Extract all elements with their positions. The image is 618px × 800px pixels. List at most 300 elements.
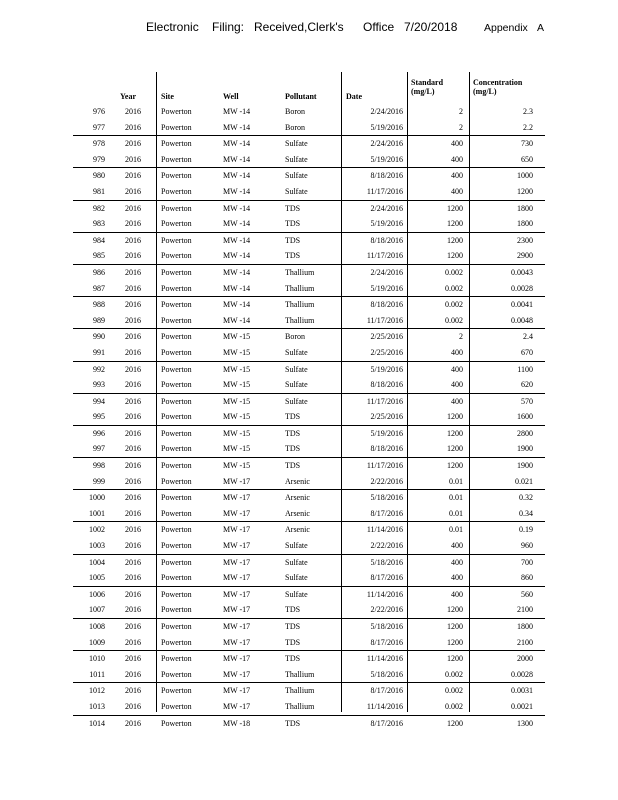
well-cell: MW -17: [223, 541, 251, 551]
well-cell: MW -17: [223, 589, 251, 599]
table-row: [73, 441, 545, 457]
well-cell: MW -15: [223, 396, 251, 406]
row-number-cell: 978: [93, 139, 105, 149]
row-number-cell: 1012: [89, 686, 105, 696]
date-cell: 5/19/2016: [370, 428, 403, 438]
column-header-pollutant: Pollutant: [285, 92, 317, 101]
row-number-cell: 1013: [89, 701, 105, 711]
site-cell: Powerton: [161, 300, 192, 310]
table-row: [73, 506, 545, 522]
standard-cell: 1200: [447, 203, 463, 213]
pollutant-cell: Thallium: [285, 686, 315, 696]
concentration-cell: 0.0043: [511, 267, 533, 277]
site-cell: Powerton: [161, 139, 192, 149]
pollutant-cell: Thallium: [285, 267, 315, 277]
date-cell: 2/24/2016: [370, 203, 403, 213]
standard-cell: 1200: [447, 461, 463, 471]
well-cell: MW -14: [223, 186, 251, 196]
site-cell: Powerton: [161, 267, 192, 277]
pollutant-cell: Thallium: [285, 669, 315, 679]
date-cell: 8/17/2016: [370, 508, 403, 518]
pollutant-cell: Boron: [285, 332, 305, 342]
standard-cell: 400: [451, 154, 463, 164]
row-number-cell: 1009: [89, 637, 105, 647]
well-cell: MW -17: [223, 573, 251, 583]
row-number-cell: 997: [93, 444, 105, 454]
date-cell: 8/18/2016: [370, 444, 403, 454]
concentration-cell: 0.021: [515, 476, 533, 486]
concentration-cell: 1800: [517, 203, 533, 213]
standard-cell: 2: [459, 122, 463, 132]
well-cell: MW -14: [223, 267, 251, 277]
standard-cell: 1200: [447, 412, 463, 422]
date-cell: 2/24/2016: [370, 267, 403, 277]
year-cell: 2016: [125, 380, 141, 390]
well-cell: MW -14: [223, 235, 251, 245]
site-cell: Powerton: [161, 444, 192, 454]
site-cell: Powerton: [161, 315, 192, 325]
table-row: [73, 538, 545, 554]
row-number-cell: 993: [93, 380, 105, 390]
row-number-cell: 984: [93, 235, 105, 245]
table-row: [73, 635, 545, 651]
pollutant-cell: Arsenic: [285, 508, 310, 518]
site-cell: Powerton: [161, 525, 192, 535]
site-cell: Powerton: [161, 622, 192, 631]
concentration-cell: 0.34: [519, 508, 533, 518]
pollutant-cell: TDS: [285, 718, 301, 728]
year-cell: 2016: [125, 476, 141, 486]
table-row: [73, 393, 545, 410]
standard-cell: 0.01: [449, 508, 463, 518]
year-cell: 2016: [125, 701, 141, 711]
concentration-cell: 0.32: [519, 493, 533, 503]
pollutant-cell: Arsenic: [285, 493, 310, 503]
year-cell: 2016: [125, 686, 141, 696]
pollutant-cell: Sulfate: [285, 557, 308, 567]
pollutant-cell: Thallium: [285, 315, 315, 325]
standard-cell: 1200: [447, 251, 463, 261]
table-row: [73, 120, 545, 136]
column-header-year: Year: [120, 92, 136, 101]
table-row: [73, 216, 545, 232]
header-appendix: Appendix: [484, 22, 528, 34]
date-cell: 5/19/2016: [370, 122, 403, 132]
year-cell: 2016: [125, 300, 141, 310]
site-cell: Powerton: [161, 461, 192, 471]
site-cell: Powerton: [161, 332, 192, 342]
pollutant-cell: TDS: [285, 461, 301, 471]
row-number-cell: 1005: [89, 573, 105, 583]
site-cell: Powerton: [161, 573, 192, 583]
standard-cell: 0.002: [445, 701, 463, 711]
well-cell: MW -18: [223, 718, 251, 728]
standard-cell: 1200: [447, 622, 463, 631]
year-cell: 2016: [125, 203, 141, 213]
date-cell: 11/17/2016: [366, 251, 403, 261]
table-row: [73, 586, 545, 603]
table-row: [73, 184, 545, 200]
standard-cell: 400: [451, 380, 463, 390]
row-number-cell: 980: [93, 171, 105, 181]
concentration-cell: 570: [521, 396, 533, 406]
year-cell: 2016: [125, 718, 141, 728]
concentration-cell: 1600: [517, 412, 533, 422]
row-number-cell: 1007: [89, 605, 105, 615]
standard-cell: 1200: [447, 654, 463, 664]
site-cell: Powerton: [161, 396, 192, 406]
table-row: [73, 457, 545, 474]
standard-cell: 0.002: [445, 686, 463, 696]
site-cell: Powerton: [161, 380, 192, 390]
standard-cell: 0.002: [445, 300, 463, 310]
row-number-cell: 1000: [89, 493, 105, 503]
year-cell: 2016: [125, 235, 141, 245]
standard-cell: 0.002: [445, 283, 463, 293]
standard-header-line2: (mg/L): [411, 87, 435, 96]
site-cell: Powerton: [161, 347, 192, 357]
site-cell: Powerton: [161, 508, 192, 518]
site-cell: Powerton: [161, 718, 192, 728]
table-row: [73, 489, 545, 506]
pollutant-cell: TDS: [285, 637, 301, 647]
row-number-cell: 1011: [89, 669, 105, 679]
table-row: [73, 425, 545, 442]
column-header-concentration: [473, 78, 522, 96]
pollutant-cell: TDS: [285, 412, 301, 422]
table-row: [73, 281, 545, 297]
year-cell: 2016: [125, 315, 141, 325]
table-row: [73, 618, 545, 635]
well-cell: MW -17: [223, 701, 251, 711]
well-cell: MW -15: [223, 412, 251, 422]
well-cell: MW -14: [223, 107, 251, 116]
date-cell: 8/17/2016: [370, 573, 403, 583]
date-cell: 8/18/2016: [370, 300, 403, 310]
header-electronic: Electronic: [146, 20, 199, 34]
pollutant-cell: TDS: [285, 203, 301, 213]
site-cell: Powerton: [161, 428, 192, 438]
well-cell: MW -17: [223, 508, 251, 518]
well-cell: MW -14: [223, 219, 251, 229]
year-cell: 2016: [125, 589, 141, 599]
header-office: Office: [363, 20, 395, 34]
concentration-cell: 2000: [517, 654, 533, 664]
date-cell: 8/17/2016: [370, 637, 403, 647]
well-cell: MW -15: [223, 364, 251, 374]
concentration-cell: 2100: [517, 637, 533, 647]
table-row: [73, 232, 545, 249]
standard-cell: 400: [451, 186, 463, 196]
well-cell: MW -14: [223, 283, 251, 293]
table-row: [73, 377, 545, 393]
standard-header-line1: Standard: [411, 78, 444, 87]
row-number-cell: 1003: [89, 541, 105, 551]
year-cell: 2016: [125, 637, 141, 647]
well-cell: MW -17: [223, 476, 251, 486]
pollutant-cell: Arsenic: [285, 525, 310, 535]
table-row: [73, 328, 545, 345]
date-cell: 5/18/2016: [370, 493, 403, 503]
site-cell: Powerton: [161, 637, 192, 647]
table-row: [73, 570, 545, 586]
row-number-cell: 1010: [89, 654, 105, 664]
row-number-cell: 989: [93, 315, 105, 325]
pollutant-cell: Thallium: [285, 701, 315, 711]
date-cell: 11/14/2016: [366, 654, 403, 664]
row-number-cell: 1014: [89, 718, 105, 728]
date-cell: 2/22/2016: [370, 476, 403, 486]
row-number-cell: 999: [93, 476, 105, 486]
row-number-cell: 981: [93, 186, 105, 196]
year-cell: 2016: [125, 396, 141, 406]
site-cell: Powerton: [161, 171, 192, 181]
table-row: [73, 200, 545, 217]
row-number-cell: 998: [93, 461, 105, 471]
well-cell: MW -14: [223, 203, 251, 213]
standard-cell: 0.002: [445, 315, 463, 325]
well-cell: MW -14: [223, 251, 251, 261]
row-number-cell: 1001: [89, 508, 105, 518]
row-number-cell: 986: [93, 267, 105, 277]
site-cell: Powerton: [161, 186, 192, 196]
year-cell: 2016: [125, 557, 141, 567]
year-cell: 2016: [125, 364, 141, 374]
year-cell: 2016: [125, 332, 141, 342]
site-cell: Powerton: [161, 203, 192, 213]
row-number-cell: 1006: [89, 589, 105, 599]
table-row: [73, 248, 545, 264]
year-cell: 2016: [125, 219, 141, 229]
site-cell: Powerton: [161, 219, 192, 229]
standard-cell: 0.01: [449, 476, 463, 486]
concentration-cell: 1100: [517, 364, 533, 374]
concentration-cell: 1300: [517, 718, 533, 728]
well-cell: MW -14: [223, 171, 251, 181]
concentration-cell: 0.0028: [511, 669, 533, 679]
year-cell: 2016: [125, 267, 141, 277]
standard-cell: 1200: [447, 637, 463, 647]
concentration-cell: 1900: [517, 444, 533, 454]
row-number-cell: 991: [93, 347, 105, 357]
pollutant-cell: Sulfate: [285, 380, 308, 390]
date-cell: 5/19/2016: [370, 364, 403, 374]
site-cell: Powerton: [161, 476, 192, 486]
table-row: [73, 521, 545, 538]
table-row: [73, 264, 545, 281]
date-cell: 11/14/2016: [366, 701, 403, 711]
standard-cell: 400: [451, 139, 463, 149]
table-row: [73, 361, 545, 378]
header-date: 7/20/2018: [404, 20, 458, 34]
site-cell: Powerton: [161, 669, 192, 679]
site-cell: Powerton: [161, 541, 192, 551]
table-row: [73, 715, 545, 732]
row-number-cell: 994: [93, 396, 105, 406]
row-number-cell: 988: [93, 300, 105, 310]
row-number-cell: 990: [93, 332, 105, 342]
table-row: [73, 650, 545, 667]
well-cell: MW -15: [223, 428, 251, 438]
row-number-cell: 1008: [89, 622, 105, 631]
date-cell: 11/17/2016: [366, 315, 403, 325]
concentration-header-line2: (mg/L): [473, 87, 497, 96]
date-cell: 11/17/2016: [366, 186, 403, 196]
table-row: [73, 135, 545, 152]
well-cell: MW -14: [223, 122, 251, 132]
date-cell: 5/19/2016: [370, 283, 403, 293]
pollutant-cell: Sulfate: [285, 589, 308, 599]
table-row: [73, 699, 545, 715]
pollutant-cell: TDS: [285, 235, 301, 245]
standard-cell: 400: [451, 347, 463, 357]
concentration-cell: 2.3: [523, 107, 533, 116]
concentration-cell: 1800: [517, 219, 533, 229]
column-header-date: Date: [346, 92, 362, 101]
pollutant-cell: Sulfate: [285, 573, 308, 583]
concentration-cell: 0.0048: [511, 315, 533, 325]
well-cell: MW -17: [223, 493, 251, 503]
row-number-cell: 976: [93, 107, 105, 116]
date-cell: 2/24/2016: [370, 107, 403, 116]
site-cell: Powerton: [161, 364, 192, 374]
date-cell: 8/18/2016: [370, 380, 403, 390]
concentration-cell: 2.2: [523, 122, 533, 132]
well-cell: MW -14: [223, 139, 251, 149]
concentration-cell: 620: [521, 380, 533, 390]
standard-cell: 1200: [447, 219, 463, 229]
pollutant-cell: TDS: [285, 605, 301, 615]
well-cell: MW -17: [223, 605, 251, 615]
well-cell: MW -17: [223, 686, 251, 696]
standard-cell: 400: [451, 573, 463, 583]
concentration-cell: 860: [521, 573, 533, 583]
well-cell: MW -14: [223, 154, 251, 164]
date-cell: 5/19/2016: [370, 154, 403, 164]
table-row: [73, 554, 545, 571]
concentration-cell: 2100: [517, 605, 533, 615]
concentration-cell: 0.0021: [511, 701, 533, 711]
concentration-cell: 1000: [517, 171, 533, 181]
concentration-cell: 2.4: [523, 332, 533, 342]
table-row: [73, 313, 545, 329]
table-body: [73, 104, 545, 731]
row-number-cell: 982: [93, 203, 105, 213]
pollutant-cell: Sulfate: [285, 396, 308, 406]
site-cell: Powerton: [161, 235, 192, 245]
filing-header: [0, 20, 618, 40]
standard-cell: 400: [451, 364, 463, 374]
year-cell: 2016: [125, 428, 141, 438]
date-cell: 11/14/2016: [366, 589, 403, 599]
year-cell: 2016: [125, 622, 141, 631]
concentration-cell: 1900: [517, 461, 533, 471]
table-row: [73, 682, 545, 699]
year-cell: 2016: [125, 171, 141, 181]
date-cell: 5/18/2016: [370, 557, 403, 567]
header-filing: Filing:: [212, 20, 245, 34]
data-table: [73, 72, 545, 728]
standard-cell: 400: [451, 541, 463, 551]
pollutant-cell: TDS: [285, 428, 301, 438]
date-cell: 11/14/2016: [366, 525, 403, 535]
well-cell: MW -15: [223, 332, 251, 342]
site-cell: Powerton: [161, 493, 192, 503]
date-cell: 2/22/2016: [370, 605, 403, 615]
year-cell: 2016: [125, 251, 141, 261]
year-cell: 2016: [125, 508, 141, 518]
year-cell: 2016: [125, 493, 141, 503]
header-appendix-letter: A: [537, 22, 545, 34]
site-cell: Powerton: [161, 701, 192, 711]
year-cell: 2016: [125, 122, 141, 132]
year-cell: 2016: [125, 139, 141, 149]
standard-cell: 1200: [447, 444, 463, 454]
year-cell: 2016: [125, 444, 141, 454]
concentration-cell: 2300: [517, 235, 533, 245]
column-header-well: Well: [223, 92, 239, 101]
site-cell: Powerton: [161, 589, 192, 599]
column-header-site: Site: [161, 92, 174, 101]
row-number-cell: 983: [93, 219, 105, 229]
concentration-cell: 2900: [517, 251, 533, 261]
date-cell: 5/19/2016: [370, 219, 403, 229]
table-row: [73, 474, 545, 490]
pollutant-cell: Thallium: [285, 300, 315, 310]
well-cell: MW -17: [223, 637, 251, 647]
year-cell: 2016: [125, 525, 141, 535]
pollutant-cell: TDS: [285, 622, 301, 631]
concentration-cell: 560: [521, 589, 533, 599]
standard-cell: 2: [459, 332, 463, 342]
site-cell: Powerton: [161, 107, 192, 116]
well-cell: MW -15: [223, 347, 251, 357]
year-cell: 2016: [125, 541, 141, 551]
table-row: [73, 296, 545, 313]
concentration-cell: 1200: [517, 186, 533, 196]
date-cell: 8/18/2016: [370, 235, 403, 245]
concentration-cell: 0.0028: [511, 283, 533, 293]
pollutant-cell: TDS: [285, 251, 301, 261]
well-cell: MW -15: [223, 380, 251, 390]
year-cell: 2016: [125, 654, 141, 664]
year-cell: 2016: [125, 669, 141, 679]
standard-cell: 0.002: [445, 669, 463, 679]
concentration-cell: 650: [521, 154, 533, 164]
date-cell: 11/17/2016: [366, 396, 403, 406]
row-number-cell: 979: [93, 154, 105, 164]
site-cell: Powerton: [161, 283, 192, 293]
well-cell: MW -15: [223, 461, 251, 471]
table-row: [73, 152, 545, 168]
site-cell: Powerton: [161, 605, 192, 615]
standard-cell: 0.01: [449, 493, 463, 503]
date-cell: 2/25/2016: [370, 332, 403, 342]
row-number-cell: 996: [93, 428, 105, 438]
year-cell: 2016: [125, 412, 141, 422]
pollutant-cell: Arsenic: [285, 476, 310, 486]
table-row: [73, 667, 545, 683]
year-cell: 2016: [125, 283, 141, 293]
date-cell: 2/22/2016: [370, 541, 403, 551]
table-row: [73, 104, 545, 120]
standard-cell: 1200: [447, 718, 463, 728]
well-cell: MW -17: [223, 669, 251, 679]
row-number-cell: 987: [93, 283, 105, 293]
standard-cell: 400: [451, 589, 463, 599]
concentration-cell: 0.0031: [511, 686, 533, 696]
well-cell: MW -14: [223, 315, 251, 325]
